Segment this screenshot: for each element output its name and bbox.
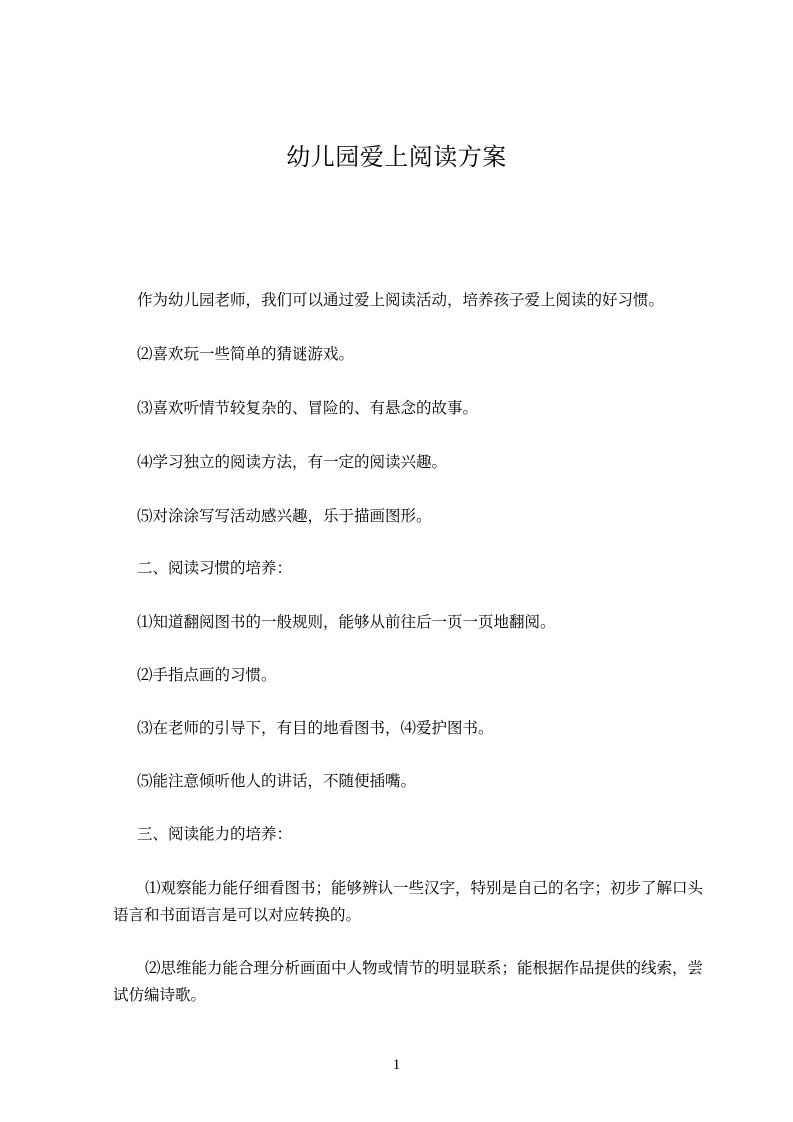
- list-item: ⑶喜欢听情节较复杂的、冒险的、有悬念的故事。: [137, 399, 479, 417]
- list-item-line: [113, 955, 713, 1009]
- list-item: ⑵手指点画的习惯。: [137, 666, 277, 684]
- paragraph-intro: 作为幼儿园老师，我们可以通过爱上阅读活动，培养孩子爱上阅读的好习惯。: [137, 291, 665, 309]
- list-item-text: ⑵思维能力能合理分析画面中人物或情节的明显联系；能根据作品提供的线索，尝试仿编诗歌。: [113, 959, 704, 1004]
- list-item-text: ⑴观察能力能仔细看图书；能够辨认一些汉字，特别是自己的名字；初步了解口头语言和书面语言是可以对应转换的。: [113, 879, 704, 924]
- list-item: ⑴知道翻阅图书的一般规则，能够从前往后一页一页地翻阅。: [137, 613, 556, 631]
- section-heading: 三、阅读能力的培养：: [137, 825, 293, 843]
- page-number: 1: [392, 1057, 401, 1073]
- list-item: ⑸能注意倾听他人的讲话，不随便插嘴。: [137, 772, 417, 790]
- list-item-line: [113, 875, 713, 929]
- list-item: ⑸对涂涂写写活动感兴趣，乐于描画图形。: [137, 507, 432, 525]
- list-item: ⑶在老师的引导下，有目的地看图书，⑷爱护图书。: [137, 719, 494, 737]
- document-title: 幼儿园爱上阅读方案: [286, 143, 507, 171]
- section-heading: 二、阅读习惯的培养：: [137, 559, 293, 577]
- list-item: ⑵喜欢玩一些简单的猜谜游戏。: [137, 345, 355, 363]
- list-item: ⑷学习独立的阅读方法，有一定的阅读兴趣。: [137, 453, 448, 471]
